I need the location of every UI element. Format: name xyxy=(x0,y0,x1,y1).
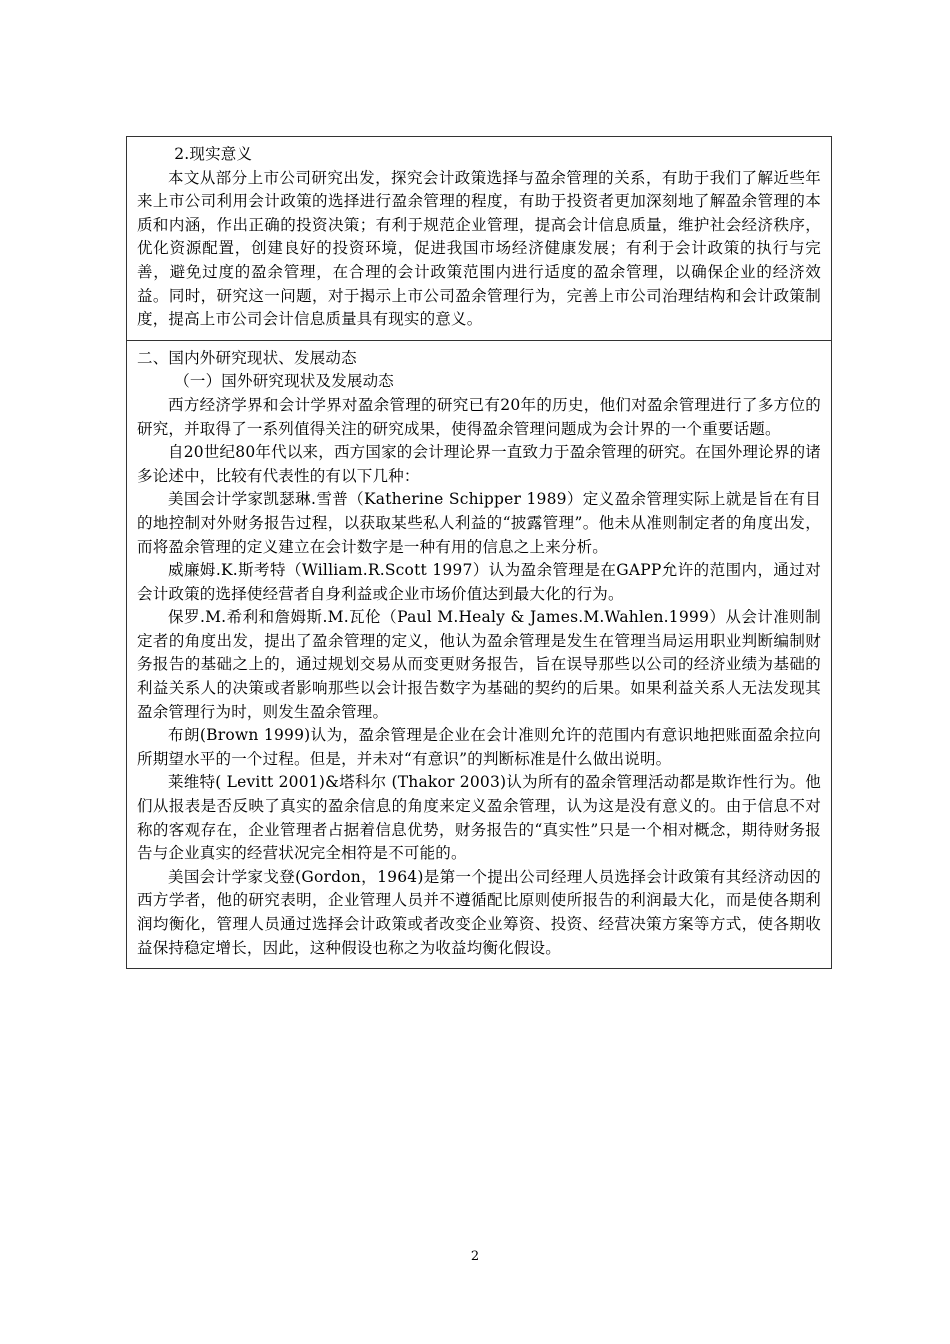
section-heading: 二、国内外研究现状、发展动态 xyxy=(137,348,357,367)
section-heading: 2.现实意义 xyxy=(174,145,253,163)
paragraph: 美国会计学家凯瑟琳.雪普（Katherine Schipper 1989）定义盈余管理实际上就是旨在有目的地控制对外财务报告过程，以获取某些私人利益的“披露管理”。他未从准则制定者的角度出发，而将盈余管理的定义建立在会计数字是一种有用的信息之上来分析。 xyxy=(137,490,821,556)
section-research-status xyxy=(127,340,831,968)
paragraph: 保罗.M.希利和詹姆斯.M.瓦伦（Paul M.Healy & James.M.Wahlen.1999）从会计准则制定者的角度出发，提出了盈余管理的定义，他认为盈余管理是发生在管理当局运用职业判断编制财务报告的基础之上的，通过规划交易从而变更财务报告，旨在误导那些以公司的经济业绩为基础的利益关系人的决策或者影响那些以会计报告数字为基础的契约的后果。如果利益关系人无法发现其盈余管理行为时，则发生盈余管理。 xyxy=(137,608,821,721)
paragraph: 本文从部分上市公司研究出发，探究会计政策选择与盈余管理的关系，有助于我们了解近些年来上市公司利用会计政策的选择进行盈余管理的程度，有助于投资者更加深刻地了解盈余管理的本质和内涵，作出正确的投资决策；有利于规范企业管理，提高会计信息质量，维护社会经济秩序，优化资源配置，创建良好的投资环境，促进我国市场经济健康发展；有利于会计政策的执行与完善，避免过度的盈余管理，在合理的会计政策范围内进行适度的盈余管理，以确保企业的经济效益。同时，研究这一问题，对于揭示上市公司盈余管理行为，完善上市公司治理结构和会计政策制度，提高上市公司会计信息质量具有现实的意义。 xyxy=(137,168,821,329)
subsection-heading: （一）国外研究现状及发展动态 xyxy=(174,372,394,391)
paragraph: 莱维特( Levitt 2001)&塔科尔 (Thakor 2003)认为所有的盈余管理活动都是欺诈性行为。他们从报表是否反映了真实的盈余信息的角度来定义盈余管理，认为这是没有意义的。由于信息不对称的客观存在，企业管理者占据着信息优势，财务报告的“真实性”只是一个相对概念，期待财务报告与企业真实的经营状况完全相符是不可能的。 xyxy=(137,773,821,863)
page-number: 2 xyxy=(470,1249,480,1264)
section-practical-significance xyxy=(127,137,831,340)
paragraph: 威廉姆.K.斯考特（William.R.Scott 1997）认为盈余管理是在GAPP允许的范围内，通过对会计政策的选择使经营者自身利益或企业市场价值达到最大化的行为。 xyxy=(137,561,821,603)
paragraph: 布朗(Brown 1999)认为，盈余管理是企业在会计准则允许的范围内有意识地把账面盈余拉向所期望水平的一个过程。但是，并未对“有意识”的判断标准是什么做出说明。 xyxy=(137,726,821,768)
paragraph: 西方经济学界和会计学界对盈余管理的研究已有20年的历史，他们对盈余管理进行了多方位的研究，并取得了一系列值得关注的研究成果，使得盈余管理问题成为会计界的一个重要话题。 xyxy=(137,395,821,438)
content-table xyxy=(126,136,832,969)
paragraph: 美国会计学家戈登(Gordon，1964)是第一个提出公司经理人员选择会计政策有其经济动因的西方学者，他的研究表明，企业管理人员并不遵循配比原则使所报告的利润最大化，而是使各期利润均衡化，管理人员通过选择会计政策或者改变企业筹资、投资、经营决策方案等方式，使各期收益保持稳定增长，因此，这种假设也称之为收益均衡化假设。 xyxy=(137,867,821,957)
paragraph: 自20世纪80年代以来，西方国家的会计理论界一直致力于盈余管理的研究。在国外理论界的诸多论述中，比较有代表性的有以下几种： xyxy=(137,443,821,485)
